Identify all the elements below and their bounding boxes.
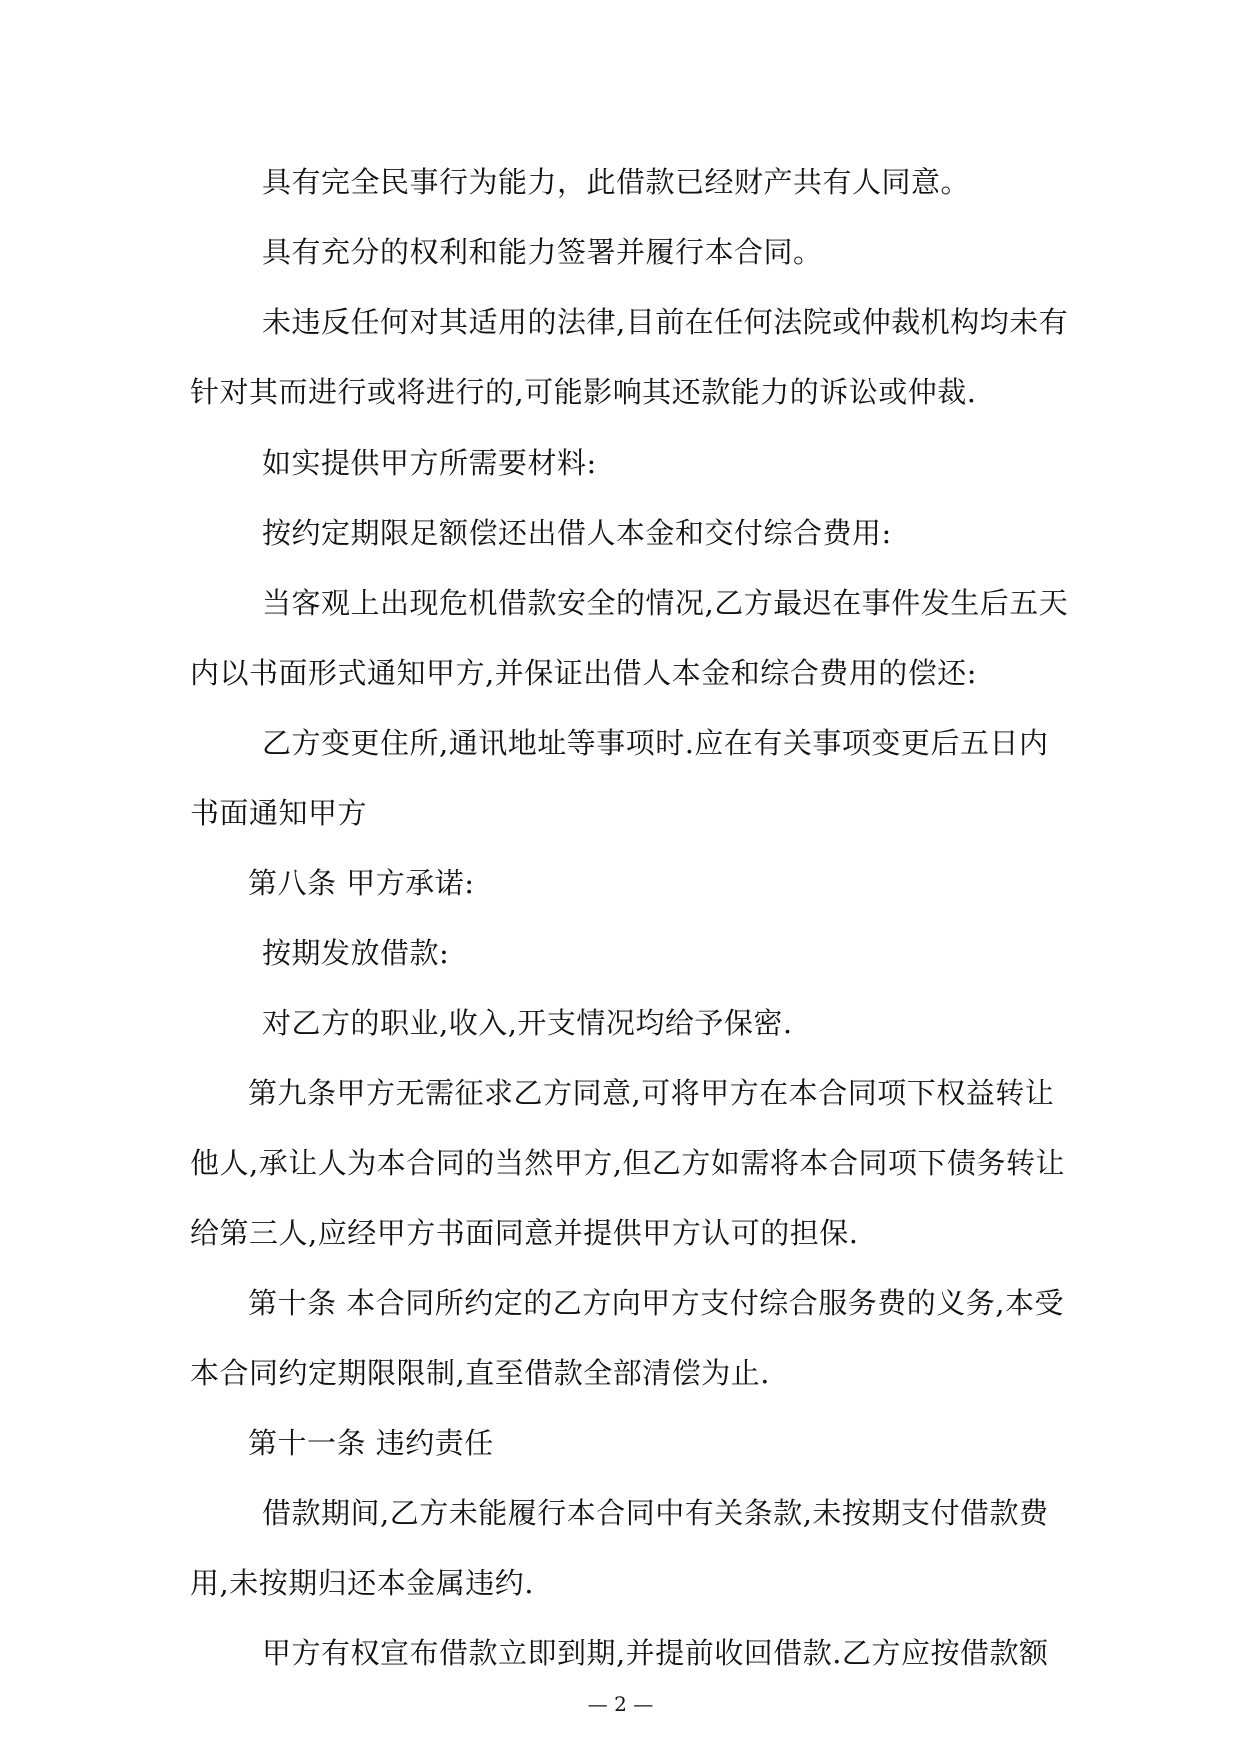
paragraph-line-20: 借款期间,乙方未能履行本合同中有关条款,未按期支付借款费 [262, 1496, 1049, 1530]
section-heading-article-11: 第十一条 违约责任 [248, 1426, 494, 1460]
paragraph-line-5: 如实提供甲方所需要材料: [262, 446, 597, 480]
paragraph-line-1: 具有完全民事行为能力，此借款已经财产共有人同意。 [262, 165, 971, 199]
paragraph-line-4: 针对其而进行或将进行的,可能影响其还款能力的诉讼或仲裁. [190, 375, 977, 409]
paragraph-line-14: 第九条甲方无需征求乙方同意,可将甲方在本合同项下权益转让 [248, 1076, 1055, 1110]
paragraph-line-16: 给第三人,应经甲方书面同意并提供甲方认可的担保. [190, 1216, 859, 1250]
paragraph-line-6: 按约定期限足额偿还出借人本金和交付综合费用: [262, 516, 892, 550]
paragraph-line-7: 当客观上出现危机借款安全的情况,乙方最迟在事件发生后五天 [262, 586, 1069, 620]
paragraph-line-10: 书面通知甲方 [190, 796, 368, 830]
paragraph-line-12: 按期发放借款: [262, 936, 450, 970]
paragraph-line-9: 乙方变更住所,通讯地址等事项时.应在有关事项变更后五日内 [262, 726, 1049, 760]
paragraph-line-22: 甲方有权宣布借款立即到期,并提前收回借款.乙方应按借款额 [262, 1636, 1049, 1670]
paragraph-line-13: 对乙方的职业,收入,开支情况均给予保密. [262, 1006, 793, 1040]
paragraph-line-15: 他人,承让人为本合同的当然甲方,但乙方如需将本合同项下债务转让 [190, 1146, 1065, 1180]
paragraph-line-21: 用,未按期归还本金属违约. [190, 1566, 534, 1600]
section-heading-article-8: 第八条 甲方承诺: [248, 866, 475, 900]
page-number: — 2 — [587, 1692, 654, 1716]
paragraph-line-2: 具有充分的权利和能力签署并履行本合同。 [262, 235, 823, 269]
paragraph-line-3: 未违反任何对其适用的法律,目前在任何法院或仲裁机构均未有 [262, 305, 1069, 339]
paragraph-line-17: 第十条 本合同所约定的乙方向甲方支付综合服务费的义务,本受 [248, 1286, 1064, 1320]
paragraph-line-18: 本合同约定期限限制,直至借款全部清偿为止. [190, 1356, 770, 1390]
paragraph-line-8: 内以书面形式通知甲方,并保证出借人本金和综合费用的偿还: [190, 656, 977, 690]
